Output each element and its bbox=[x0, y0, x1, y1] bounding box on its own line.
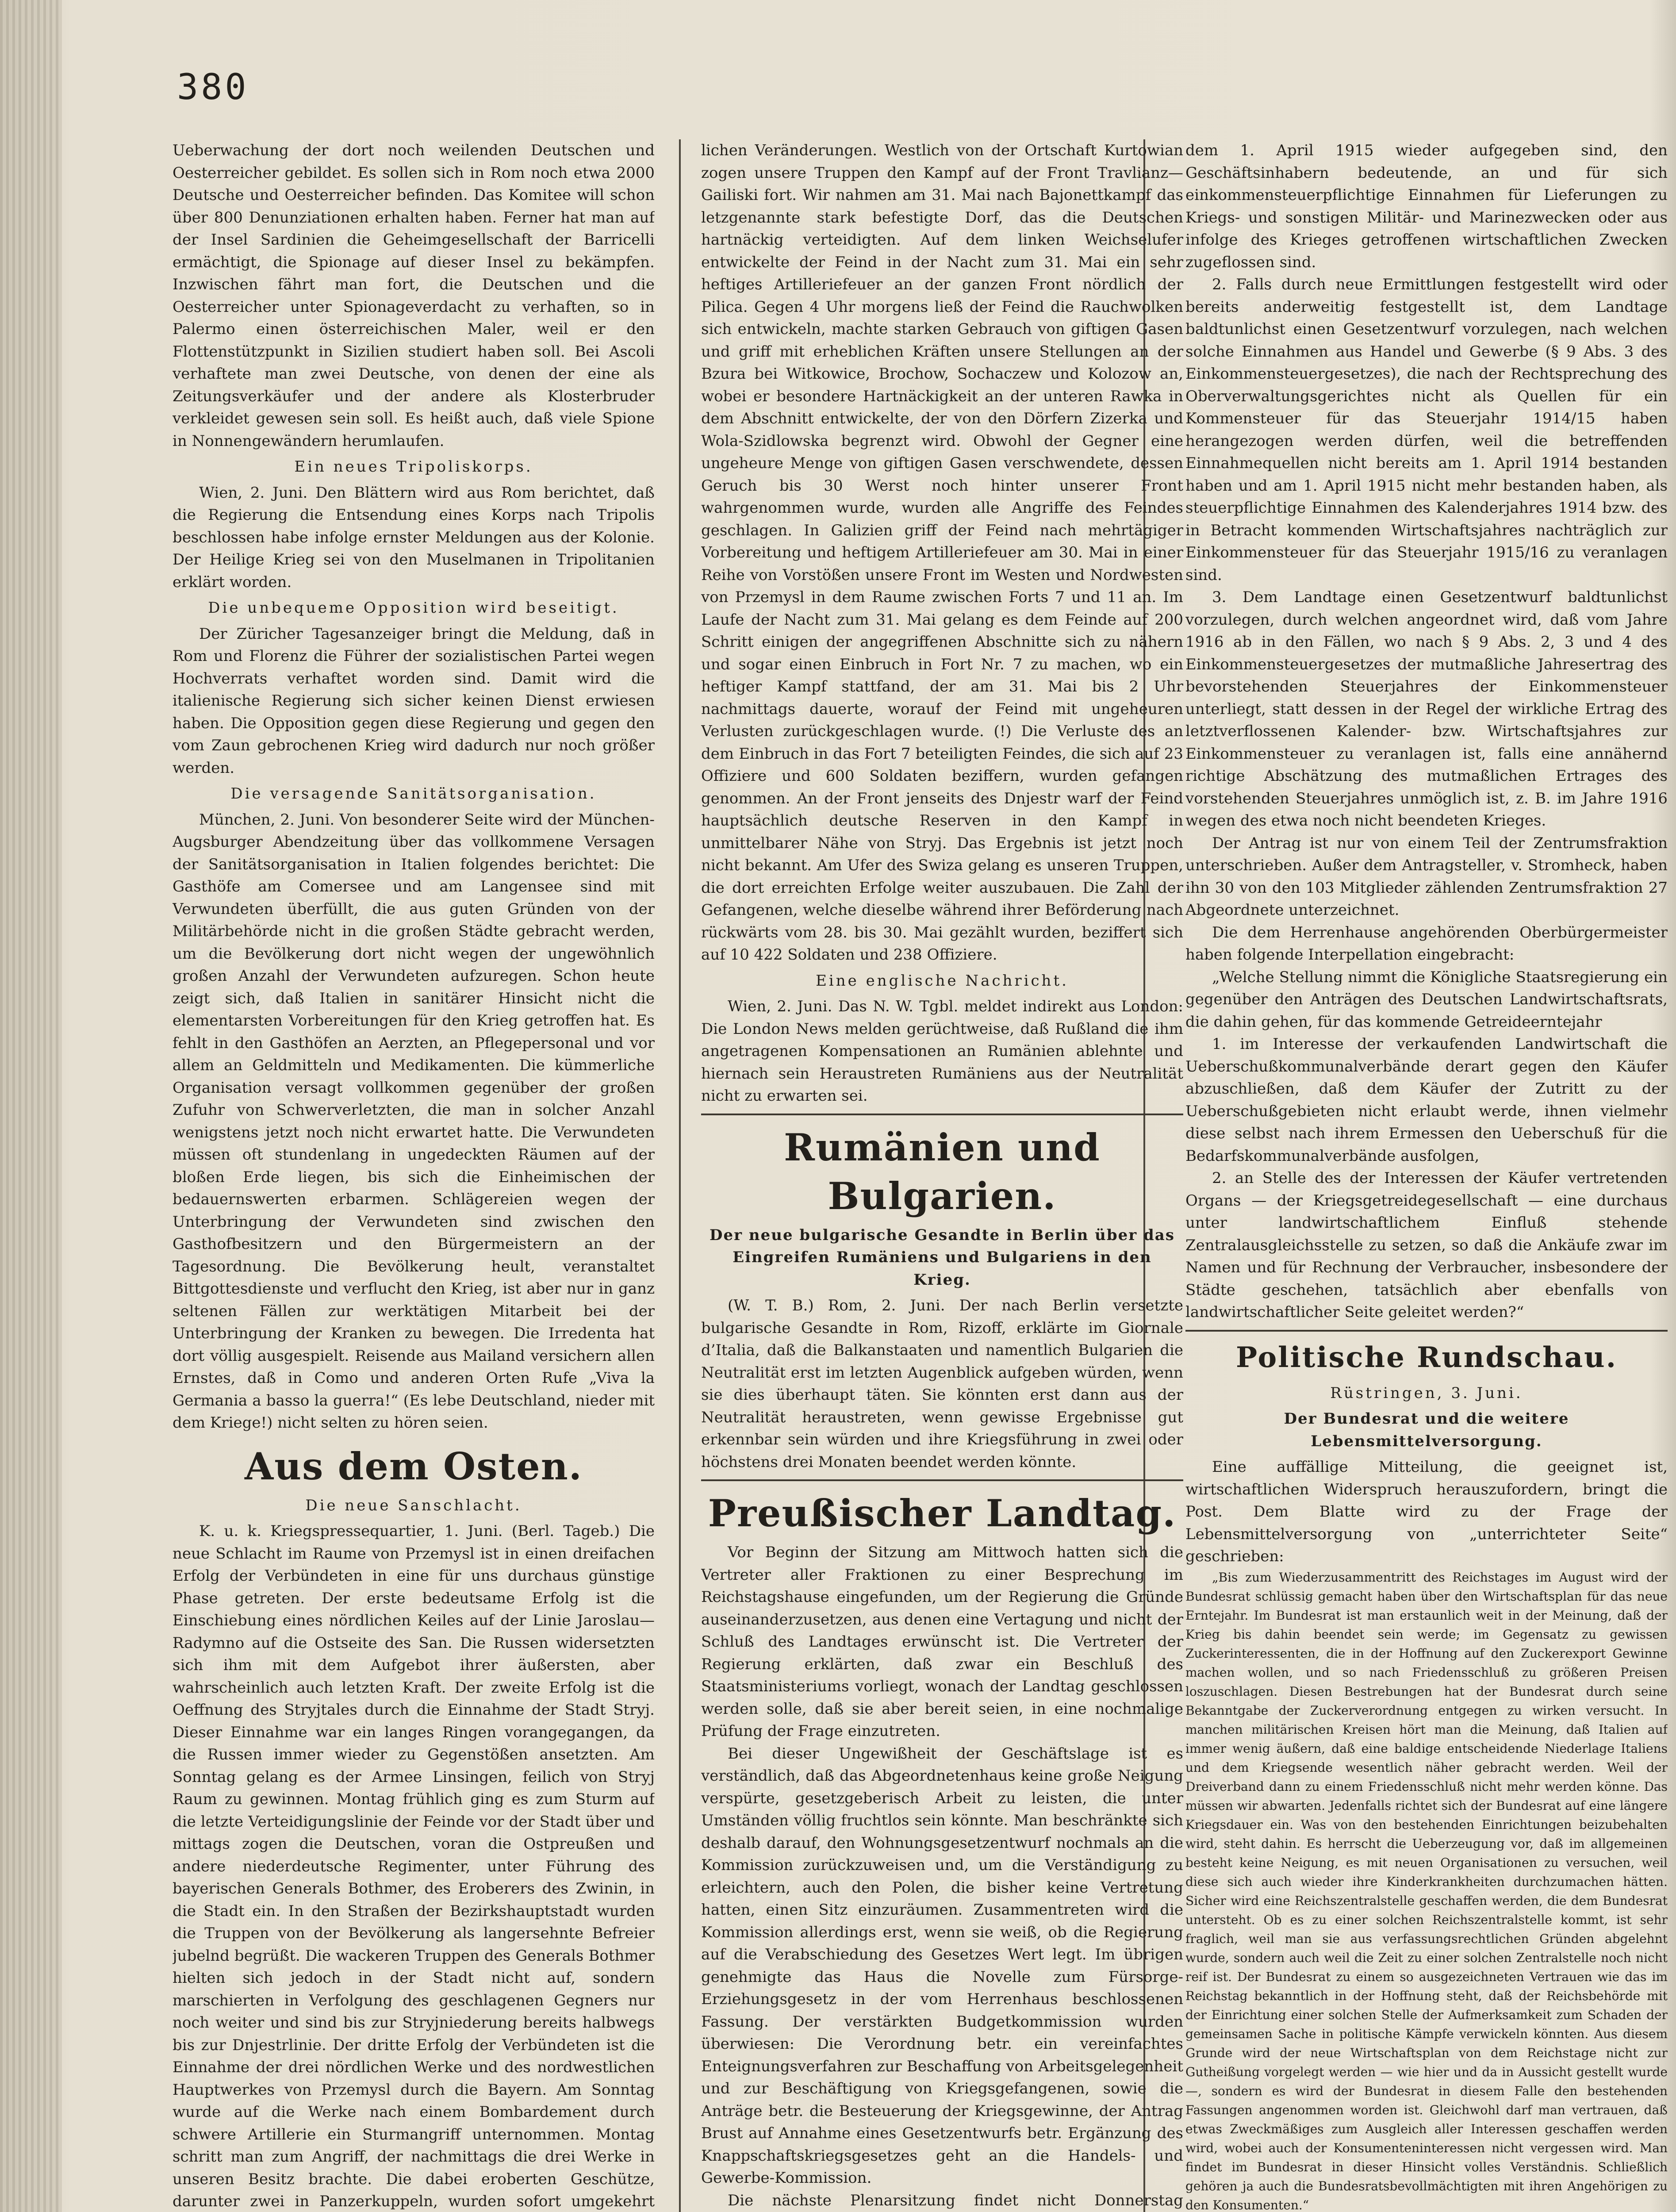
quoted-report: „Bis zum Wiederzusammentritt des Reichstages im August wird der Bundesrat schlüssig gemacht haben über den Wirtschaftsplan für das neue Erntejahr. Im Bundesrat ist man erstaunlich weit in der Meinung, daß der Krieg bis dahin beendet sein werde; im Gegensatz zu gewissen Zuckerinteressenten, die in der Hoffnung auf den Zuckerexport Gewinne machen wollen, und so nach Friedensschluß zu größeren Preisen loszuschlagen. Diesen Bestrebungen hat der Bundesrat durch seine Bekanntgabe der Zuckerverordnung entgegen zu wirken versucht. In manchen militärischen Kreisen hört man die Meinung, daß Italien auf immer wenig äußern, daß eine baldige entscheidende Niederlage Italiens und dem Kriegsende wesentlich näher gebracht werden. Weil der Dreiverband dann zu einem Friedensschluß nicht mehr werden könne. Das müssen wir abwarten. Jedenfalls richtet sich der Bundesrat auf eine längere Kriegsdauer ein. Was von den bestehenden Einrichtungen beizubehalten wird, steht dahin. Es herrscht die Ueberzeugung vor, daß im allgemeinen besteht keine Neigung, es mit neuen Organisationen zu versuchen, weil diese sich auch wieder ihre Kinderkrankheiten durchzumachen hätten. Sicher wird eine Reichszentralstelle geschaffen werden, die dem Bundesrat untersteht. Ob es zu einer solchen Reichszentralstelle kommt, ist sehr fraglich, weil man sie aus verfassungsrechtlichen Gründen abgelehnt wurde, sondern auch weil die Zeit zu einer solchen Zentralstelle noch nicht reif ist. Der Bundesrat zu einem so ausgezeichneten Vertrauen wie das im Reichstag bekanntlich in der Hoffnung steht, daß der Reichsbehörde mit der Einrichtung einer solchen Stelle der Aufmerksamkeit zum Schaden der gemeinsamen Sache in politische Kämpfe verwickeln könnten. Aus diesem Grunde wird der neue Wirtschaftsplan von dem Reichstage nicht zur Gutheißung vorgelegt werden — wie hier und da in Aussicht gestellt wurde —, sondern es wird der Bundesrat in diesem Falle den bestehenden Fassungen angenommen worden ist. Gleichwohl darf man vertrauen, daß etwas Zweckmäßiges zum Ausgleich aller Interessen geschaffen werden wird, wobei auch der Konsumenteninteressen nicht vergessen wird. Man findet im Bundesrat in dieser Hinsicht volles Verständnis. Schließlich gehören ja auch die Bundesratsbevollmächtigten mit ihren Angehörigen zu den Konsumenten.“ bbox=[1185, 1570, 1668, 2212]
page-number: 380 bbox=[177, 66, 249, 108]
article-paragraph: lichen Veränderungen. Westlich von der Ortschaft Kurtowian zogen unsere Truppen den Kampf auf der Front Travlianz—Gailiski fort. Wir nahmen am 31. Mai nach Bajonettkampf das letzgenannte stark befestigte Dorf, das die Deutschen hartnäckig verteidigten. Auf dem linken Weichselufer entwickelte der Feind in der Nacht zum 31. Mai ein sehr heftiges Artilleriefeuer an der ganzen Front nördlich der Pilica. Gegen 4 Uhr morgens ließ der Feind die Rauchwolken sich entwickeln, machte starken Gebrauch von giftigen Gasen und griff mit erheblichen Kräften unsere Stellungen an der Bzura bei Witkowice, Brochow, Sochaczew und Kolozow an, wobei er besondere Hartnäckigkeit an der unteren Rawka in dem Abschnitt entwickelte, der von den Dörfern Zizerka und Wola-Szidlowska begrenzt wird. Obwohl der Gegner eine ungeheure Menge von giftigen Gasen verschwendete, dessen Geruch bis 30 Werst noch hinter unserer Front wahrgenommen wurde, wurden alle Angriffe des Feindes geschlagen. In Galizien griff der Feind nach mehrtägiger Vorbereitung und heftigem Artilleriefeuer am 30. Mai in einer Reihe von Vorstößen unsere Front im Westen und Nordwesten von Przemysl in dem Raume zwischen Forts 7 und 11 an. Im Laufe der Nacht zum 31. Mai gelang es dem Feinde auf 200 Schritt einigen der angegriffenen Abschnitte sich zu nähern und sogar einen Einbruch in Fort Nr. 7 zu machen, wo ein heftiger Kampf stattfand, der am 31. Mai bis 2 Uhr nachmittags dauerte, worauf der Feind mit ungeheuren Verlusten zurückgeschlagen wurde. (!) Die Verluste des an dem Einbruch in das Fort 7 beteiligten Feindes, die sich auf 23 Offiziere und 600 Soldaten beziffern, wurden gefangen genommen. An der Front jenseits des Dnjestr warf der Feind hauptsächlich deutsche Reserven in den Kampf in unmittelbarer Nähe von Stryj. Das Ergebnis ist jetzt noch nicht bekannt. Am Ufer des Swiza gelang es unseren Truppen, die dort erreichten Erfolge weiter auszubauen. Die Zahl der Gefangenen, welche dieselbe während ihrer Beförderung nach rückwärts vom 28. bis 30. Mai gezählt wurden, beziffert sich auf 10 422 Soldaten und 238 Offiziere. bbox=[701, 142, 1183, 964]
column-3 bbox=[1185, 139, 1668, 2212]
quoted-interpellation: „Welche Stellung nimmt die Königliche Staatsregierung ein gegenüber den Anträgen des Deutschen Landwirtschaftsrats, die dahin gehen, für das kommende Getreideerntejahr bbox=[1185, 968, 1668, 1031]
article-paragraph: Die dem Herrenhause angehörenden Oberbürgermeister haben folgende Interpellation eingebracht: bbox=[1185, 923, 1668, 964]
article-paragraph: K. u. k. Kriegspressequartier, 1. Juni. (Berl. Tageb.) Die neue Schlacht im Raume von Przemysl ist in einen dreifachen Erfolg der Verbündeten in eine für uns durchaus günstige Phase getreten. Der erste bedeutsame Erfolg ist die Einschiebung eines nördlichen Keiles auf der Linie Jaroslau—Radymno auf die Ostseite des San. Die Russen widersetzten sich ihm mit dem Aufgebot ihrer äußersten, aber wahrscheinlich auch letzten Kraft. Der zweite Erfolg ist die Oeffnung des Stryjtales durch die Einnahme der Stadt Stryj. Dieser Einnahme war ein langes Ringen vorangegangen, da die Russen immer wieder zu Gegenstößen ansetzten. Am Sonntag gelang es der Armee Linsingen, feilich von Stryj Raum zu gewinnen. Montag frühlich ging es zum Sturm auf die letzte Verteidigungslinie der Feinde vor der Stadt über und mittags zogen die Deutschen, voran die Ostpreußen und andere niederdeutsche Regimenter, unter Führung des bayerischen Generals Bothmer, des Eroberers des Zwinin, in die Stadt ein. In den Straßen der Bezirkshauptstadt wurden die Truppen von der Bevölkerung als langersehnte Befreier jubelnd begrüßt. Die wackeren Truppen des Generals Bothmer hielten sich jedoch in der Stadt nicht auf, sondern marschierten in Verfolgung des geschlagenen Gegners nur noch weiter und sind bis zur Stryjniederung bereits halbwegs bis zur Dnjestrlinie. Der dritte Erfolg der Verbündeten ist die Einnahme der drei nördlichen Werke und des nordwestlichen Hauptwerkes von Przemysl durch die Bayern. Am Sonntag wurde auf die Werke nach einem Bombardement durch schwere Artillerie ein Sturmangriff unternommen. Montag schritt man zum Angriff, der nachmittags die drei Werke in unseren Besitz brachte. Die dabei eroberten Geschütze, darunter zwei in Panzerkuppeln, wurden sofort umgekehrt bbox=[173, 1522, 655, 2210]
section-rule bbox=[701, 1479, 1183, 1481]
section-title-politische-rundschau: Politische Rundschau. bbox=[1236, 1340, 1617, 1374]
article-paragraph: 3. Dem Landtage einen Gesetzentwurf baldtunlichst vorzulegen, durch welchen angeordnet wird, daß vom Jahre 1916 ab in den Fällen, wo nach § 9 Abs. 2, 3 und 4 des Einkommensteuergesetzes der mutmaßliche Jahresertrag des bevorstehenden Steuerjahres der Einkommensteuer unterliegt, statt dessen in der Regel der wirkliche Ertrag des letztverflossenen Kalender- bzw. Wirtschaftsjahres zur Einkommensteuer zu veranlagen ist, falls eine annähernd richtige Abschätzung des mutmaßlichen Ertrages des vorstehenden Steuerjahres unmöglich ist, z. B. im Jahre 1916 wegen des etwa noch nicht beendeten Krieges. bbox=[1185, 588, 1668, 830]
section-title-preussischer-landtag: Preußischer Landtag. bbox=[708, 1491, 1177, 1535]
section-heading: Der Bundesrat und die weitere Lebensmittelversorgung. bbox=[1284, 1410, 1569, 1450]
article-paragraph: Wien, 2. Juni. Den Blättern wird aus Rom berichtet, daß die Regierung die Entsendung eines Korps nach Tripolis beschlossen habe infolge ernster Meldungen aus der Kolonie. Der Heilige Krieg sei von den Muselmanen in Tripolitanien erklärt worden. bbox=[173, 484, 655, 591]
dateline: Rüstringen, 3. Juni. bbox=[1330, 1384, 1523, 1402]
article-paragraph: Der Antrag ist nur von einem Teil der Zentrumsfraktion unterschrieben. Außer dem Antragsteller, v. Stromheck, haben ihn 30 von den 103 Mitglieder zählenden Zentrumsfraktion 27 Abgeordnete unterzeichnet. bbox=[1185, 834, 1668, 919]
article-paragraph: Bei dieser Ungewißheit der Geschäftslage ist es verständlich, daß das Abgeordnetenhaus keine große Neigung verspürte, gesetzgeberisch Arbeit zu leisten, die unter Umständen völlig fruchtlos sein könnte. Man beschränkte sich deshalb darauf, den Wohnungsgesetzentwurf nochmals an die Kommission zurückzuweisen und, um die Verständigung zu erleichtern, auch den Polen, die bisher keine Vertretung hatten, einen Sitz einzuräumen. Zusammentreten wird die Kommission allerdings erst, wenn sie weiß, ob die Regierung auf die Verabschiedung des Gesetzes Wert legt. Im übrigen genehmigte das Haus die Novelle zum Fürsorge-Erziehungsgesetz in der vom Herrenhaus beschlossenen Fassung. Der verstärkten Budgetkommission wurden überwiesen: Die Verordnung betr. ein vereinfachtes Enteignungsverfahren zur Beschaffung von Arbeitsgelegenheit und zur Beschäftigung von Kriegsgefangenen, sowie die Anträge betr. die Besteuerung der Kriegsgewinne, der Antrag Brust auf Annahme eines Gesetzentwurfs betr. Ergänzung des Knappschaftskriegsgesetzes geht an die Handels- und Gewerbe-Kommission. bbox=[701, 1744, 1183, 2187]
article-paragraph: 2. Falls durch neue Ermittlungen festgestellt wird oder bereits anderweitig festgestellt ist, dem Landtage baldtunlichst einen Gesetzentwurf vorzulegen, nach welchen solche Einnahmen aus Handel und Gewerbe (§ 9 Abs. 3 des Einkommensteuergesetzes), die nach der Rechtsprechung des Oberverwaltungsgerichtes nicht als Quellen für ein Kommensteuer für das Steuerjahr 1914/15 haben herangezogen werden dürfen, weil die betreffenden Einnahmequellen nicht bereits am 1. April 1914 bestanden haben und am 1. April 1915 nicht mehr bestanden haben, als steuerpflichtige Einnahmen des Kalenderjahres 1914 bzw. des in Betracht kommenden Wirtschaftsjahres nachträglich zur Einkommensteuer für das Steuerjahr 1915/16 zu veranlagen sind. bbox=[1185, 276, 1668, 584]
book-binding-edge bbox=[0, 0, 62, 2212]
section-rule bbox=[1185, 1330, 1668, 1332]
column-1 bbox=[173, 139, 655, 2212]
article-paragraph: München, 2. Juni. Von besonderer Seite wird der München-Augsburger Abendzeitung über das vollkommene Versagen der Sanitätsorganisation in Italien folgendes berichtet: Die Gasthöfe am Comersee und am Langensee sind mit Verwundeten überfüllt, die aus guten Gründen von der Militärbehörde nicht in die großen Städte gebracht werden, um die Bevölkerung dort nicht wegen der ungewöhnlich großen Anzahl der Verwundeten aufzuregen. Schon heute zeigt sich, daß Italien in sanitärer Hinsicht nicht die elementarsten Vorbereitungen für den Krieg getroffen hat. Es fehlt in den Gasthöfen an Aerzten, an Pflegepersonal und vor allem an Geldmitteln und Medikamenten. Die kümmerliche Organisation versagt vollkommen gegenüber der großen Zufuhr von Schwerverletzten, die man in solcher Anzahl wenigstens jetzt noch nicht erwartet hatte. Die Verwundeten müssen oft stundenlang in ungedeckten Räumen auf der bloßen Erde liegen, bis sich die Einheimischen der bedauernswerten erbarmen. Schlägereien wegen der Unterbringung der Verwundeten sind zwischen den Gasthofbesitzern und den Bürgermeistern an der Tagesordnung. Die Bevölkerung heult, veranstaltet Bittgottesdienste und verflucht den Krieg, ist aber nur in ganz seltenen Fällen zur werktätigen Mitarbeit bei der Unterbringung der Kranken zu bewegen. Die Irredenta hat dort völlig ausgespielt. Reisende aus Mailand versichern allen Ernstes, daß in Como und anderen Orten Rufe „Viva la Germania a basso la guerra!“ (Es lebe Deutschland, nieder mit dem Kriege!) nicht selten zu hören seien. bbox=[173, 810, 655, 1432]
article-paragraph: (W. T. B.) Rom, 2. Juni. Der nach Berlin versetzte bulgarische Gesandte in Rom, Rizoff, erklärte im Giornale d’Italia, daß die Balkanstaaten und namentlich Bulgarien die Neutralität erst im letzten Augenblick aufgeben würden, wenn sie dies überhaupt täten. Sie könnten erst dann aus der Neutralität heraustreten, wenn gewisse Ergebnisse gut erkennbar sein würden und ihre Kriegsführung in zwei oder höchstens drei Monaten beendet werden könnte. bbox=[701, 1297, 1183, 1471]
section-heading: Die versagende Sanitätsorganisation. bbox=[230, 785, 597, 803]
article-paragraph: Vor Beginn der Sitzung am Mittwoch hatten sich die Vertreter aller Fraktionen zu einer Besprechung im Reichstagshause eingefunden, um der Regierung die Gründe auseinanderzusetzen, aus denen eine Vertagung und nicht der Schluß des Landtages erwünscht ist. Die Vertreter der Regierung erklärten, daß zwar ein Beschluß des Staatsministeriums vorliegt, wonach der Landtag geschlossen werden solle, daß sie aber bereit seien, in eine nochmalige Prüfung der Frage einzutreten. bbox=[701, 1544, 1183, 1740]
article-paragraph: Ueberwachung der dort noch weilenden Deutschen und Oesterreicher gebildet. Es sollen sich in Rom noch etwa 2000 Deutsche und Oesterreicher befinden. Das Komitee will schon über 800 Denunziationen erhalten haben. Ferner hat man auf der Insel Sardinien die Geheimgesellschaft der Barricelli ermächtigt, die Spionage auf dieser Insel zu bekämpfen. Inzwischen fährt man fort, die Deutschen und die Oesterreicher unter Spionageverdacht zu verhaften, so in Palermo einen österreichischen Maler, weil er den Flottenstützpunkt in Sizilien studiert haben soll. Bei Ascoli verhaftete man zwei Deutsche, von denen der eine als Zeitungsverkäufer und der andere als Klosterbruder verkleidet gewesen sein soll. Es heißt auch, daß viele Spione in Nonnengewändern herumlaufen. bbox=[173, 142, 655, 450]
column-2 bbox=[701, 139, 1183, 2212]
section-heading: Die neue Sanschlacht. bbox=[305, 1496, 522, 1514]
section-title-rumaenien-bulgarien: Rumänien und Bulgarien. bbox=[784, 1125, 1101, 1218]
article-paragraph: Der Züricher Tagesanzeiger bringt die Meldung, daß in Rom und Florenz die Führer der sozialistischen Partei wegen Hochverrats verhaftet worden sind. Damit wird die italienische Regierung sich sicher keinen Dienst erwiesen haben. Die Opposition gegen diese Regierung und gegen den vom Zaun gebrochenen Krieg wird dadurch nur noch größer werden. bbox=[173, 625, 655, 777]
article-paragraph: Die nächste Plenarsitzung findet nicht Donnerstag bbox=[728, 2191, 1183, 2209]
article-paragraph: 2. an Stelle des der Interessen der Käufer vertretenden Organs — der Kriegsgetreidegesellschaft — eine durchaus unter landwirtschaftlichem Einfluß stehende Zentralausgleichsstelle zu setzen, so daß die Ankäufe zwar im Namen und für Rechnung der Verbraucher, insbesondere der Städte geschehen, tatsächlich aber ebenfalls von landwirtschaftlicher Seite geleitet werden?“ bbox=[1185, 1169, 1668, 1321]
section-heading: Die unbequeme Opposition wird beseitigt. bbox=[208, 599, 619, 617]
article-paragraph: Wien, 2. Juni. Das N. W. Tgbl. meldet indirekt aus London: Die London News melden gerüchtweise, daß Rußland die ihm angetragenen Kompensationen an Rumänien ablehnte und hiernach sein Heraustreten Rumäniens aus der Neutralität nicht zu erwarten sei. bbox=[701, 998, 1183, 1105]
column-divider-1 bbox=[679, 139, 681, 2212]
article-paragraph: dem 1. April 1915 wieder aufgegeben sind, den Geschäftsinhabern bedeutende, an und für sich einkommensteuerpflichtige Einnahmen für Lieferungen zu Kriegs- und sonstigen Militär- und Marinezwecken oder aus infolge des Krieges getroffenen wirtschaftlichen Zwecken zugeflossen sind. bbox=[1185, 142, 1668, 271]
section-heading: Eine englische Nachricht. bbox=[816, 972, 1069, 990]
section-heading: Ein neues Tripoliskorps. bbox=[294, 458, 533, 476]
section-title-aus-dem-osten: Aus dem Osten. bbox=[244, 1444, 583, 1488]
section-heading: Der neue bulgarische Gesandte in Berlin über das Eingreifen Rumäniens und Bulgariens in den Krieg. bbox=[710, 1226, 1175, 1289]
section-rule bbox=[701, 1114, 1183, 1115]
article-paragraph: 1. im Interesse der verkaufenden Landwirtschaft die Ueberschußkommunalverbände derart gegen den Käufer abzuschließen, daß dem Käufer der Zutritt zu der Ueberschußgebieten nicht erlaubt werde, ihnen vielmehr diese selbst nach ihrem Ermessen den Ueberschuß für die Bedarfskommunalverbände ausfolgen, bbox=[1185, 1035, 1668, 1165]
article-paragraph: Eine auffällige Mitteilung, die geeignet ist, wirtschaftlichen Widerspruch herauszufordern, bringt die Post. Dem Blatte wird zu der Frage der Lebensmittelversorgung von „unterrichteter Seite“ geschrieben: bbox=[1185, 1458, 1668, 1565]
